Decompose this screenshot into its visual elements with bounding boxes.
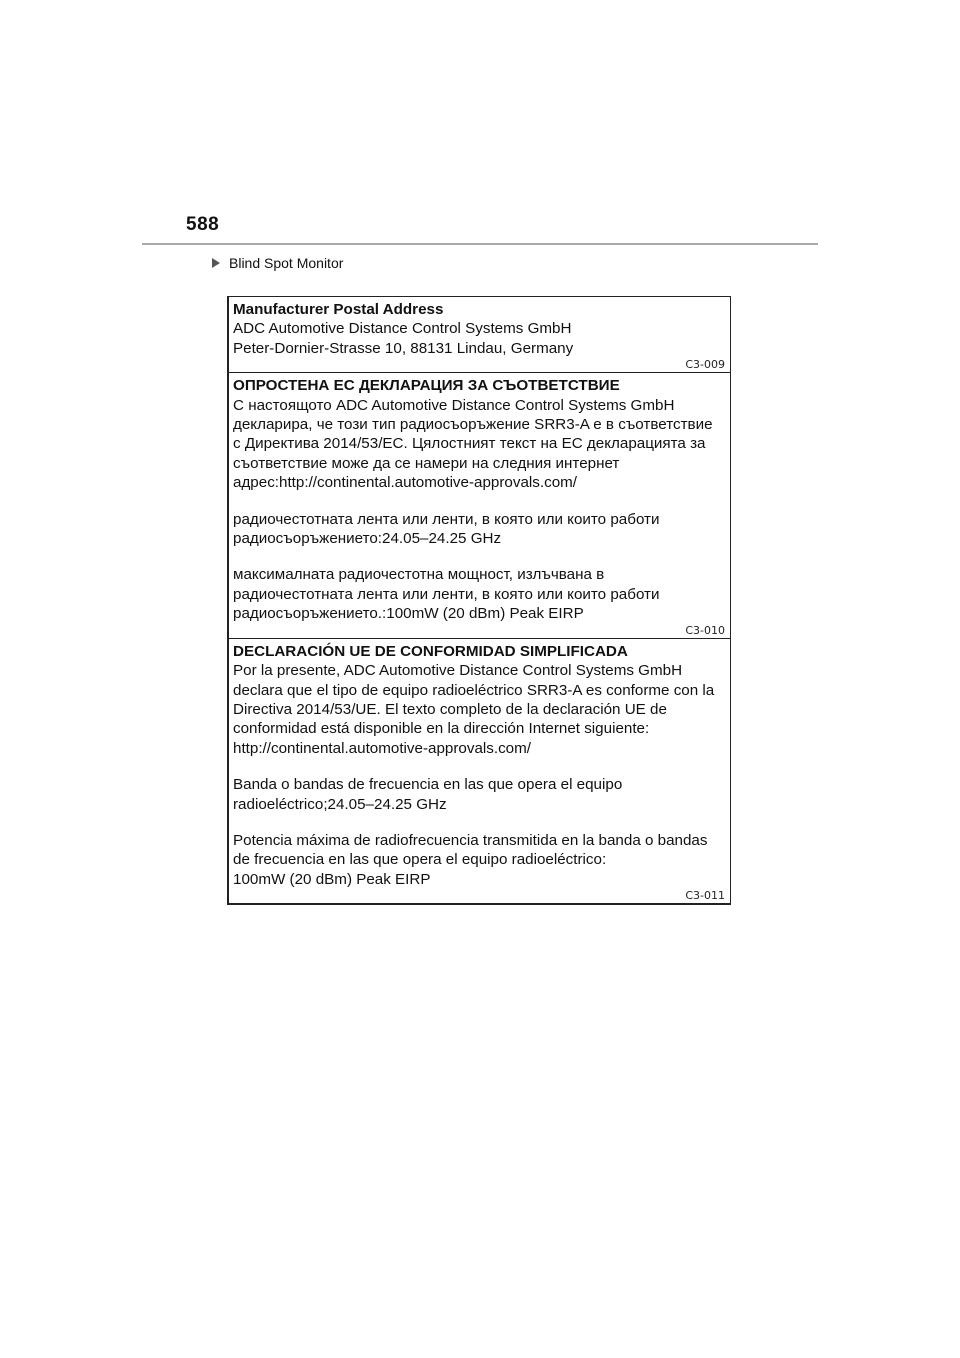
text-line: conformidad está disponible en la dirección Internet siguiente: — [233, 720, 650, 738]
text-line: radioeléctrico;24.05–24.25 GHz — [233, 795, 447, 813]
page-number: 588 — [186, 214, 220, 235]
spanish-declaration-block — [229, 639, 730, 903]
frequency-paragraph — [233, 510, 724, 549]
manufacturer-address-block — [229, 297, 730, 373]
regulatory-notice-table — [227, 296, 731, 905]
block-title: DECLARACIÓN UE DE CONFORMIDAD SIMPLIFICADA — [233, 642, 628, 660]
text-line: адрес:http://continental.automotive-approvals.com/ — [233, 474, 578, 492]
block-code: C3-009 — [685, 358, 725, 372]
text-line: Banda o bandas de frecuencia en las que opera el equipo — [233, 776, 623, 794]
text-line: радиочестотната лента или ленти, в която или които работи — [233, 585, 660, 603]
frequency-paragraph — [233, 775, 724, 814]
section-heading — [212, 255, 343, 271]
block-code: C3-011 — [685, 889, 725, 903]
section-title: Blind Spot Monitor — [229, 255, 344, 271]
text-line: радиочестотната лента или ленти, в която или които работи — [233, 510, 660, 528]
text-line: http://continental.automotive-approvals.com/ — [233, 739, 532, 757]
triangle-bullet-icon — [212, 258, 220, 268]
text-line: радиосъоръжението.:100mW (20 dBm) Peak EIRP — [233, 605, 584, 623]
text-line: Directiva 2014/53/UE. El texto completo de la declaración UE de — [233, 700, 667, 718]
text-line: съответствие може да се намери на следния интернет — [233, 454, 620, 472]
block-title: ОПРОСТЕНА ЕС ДЕКЛАРАЦИЯ ЗА СЪОТВЕТСТВИЕ — [233, 377, 620, 395]
text-line: declara que el tipo de equipo radioeléctrico SRR3-A es conforme con la — [233, 681, 715, 699]
text-line: ADC Automotive Distance Control Systems GmbH — [233, 320, 572, 338]
text-line: Potencia máxima de radiofrecuencia transmitida en la banda o bandas — [233, 831, 708, 849]
text-line: С настоящото ADC Automotive Distance Control Systems GmbH — [233, 396, 675, 414]
text-line: de frecuencia en las que opera el equipo radioeléctrico: — [233, 851, 607, 869]
power-paragraph — [233, 831, 724, 889]
block-code: C3-010 — [685, 623, 725, 637]
text-line: Por la presente, ADC Automotive Distance Control Systems GmbH — [233, 662, 683, 680]
text-line: с Директива 2014/53/ЕС. Цялостният текст на ЕС декларацията за — [233, 435, 706, 453]
text-line: максималната радиочестотна мощност, излъчвана в — [233, 566, 605, 584]
text-line: радиосъоръжението:24.05–24.25 GHz — [233, 530, 502, 548]
power-paragraph — [233, 565, 724, 623]
block-title: Manufacturer Postal Address — [233, 301, 444, 318]
text-line: 100mW (20 dBm) Peak EIRP — [233, 870, 431, 888]
bulgarian-declaration-block — [229, 373, 730, 638]
header-divider — [142, 243, 818, 245]
text-line: декларира, че този тип радиосъоръжение SRR3-A е в съответствие — [233, 416, 713, 434]
text-line: Peter-Dornier-Strasse 10, 88131 Lindau, Germany — [233, 339, 574, 357]
